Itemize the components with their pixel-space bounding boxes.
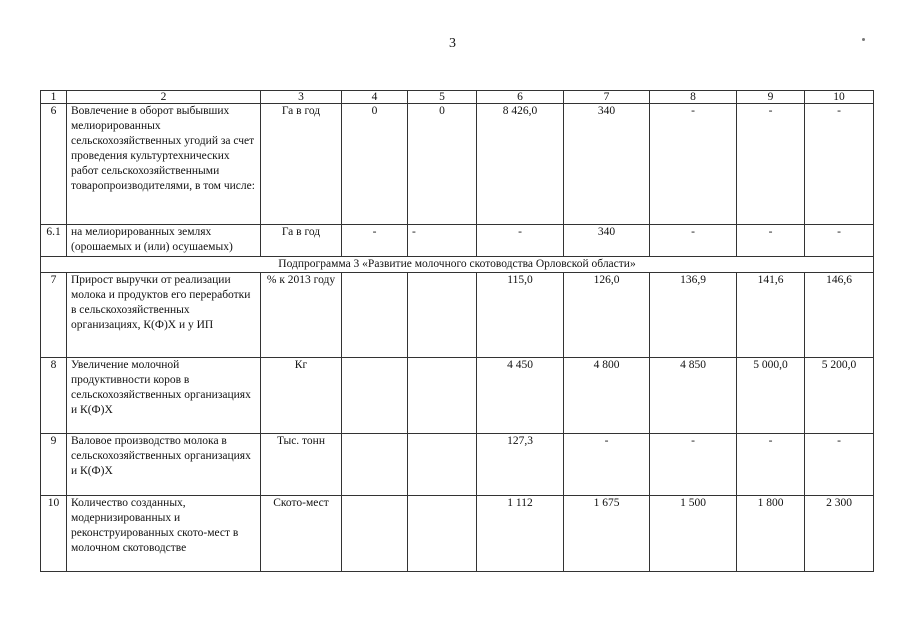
value-cell: -	[408, 225, 477, 257]
unit: Га в год	[261, 225, 342, 257]
value-cell: -	[650, 225, 737, 257]
value-cell	[342, 496, 408, 572]
value-cell: 1 800	[737, 496, 805, 572]
unit: % к 2013 году	[261, 273, 342, 358]
value-cell: 0	[408, 104, 477, 225]
col-header: 5	[408, 91, 477, 104]
row-number: 7	[41, 273, 67, 358]
value-cell	[342, 273, 408, 358]
value-cell: -	[342, 225, 408, 257]
indicator-name: Валовое производство молока в сельскохозяйственных организациях и К(Ф)Х	[67, 434, 261, 496]
value-cell: -	[737, 225, 805, 257]
indicator-name: на мелиорированных землях (орошаемых и (или) осушаемых)	[67, 225, 261, 257]
value-cell: 2 300	[805, 496, 874, 572]
value-cell	[408, 358, 477, 434]
col-header: 8	[650, 91, 737, 104]
value-cell: 5 000,0	[737, 358, 805, 434]
value-cell: -	[737, 434, 805, 496]
indicator-name: Количество созданных, модернизированных и реконструированных ското-мест в молочном скотоводстве	[67, 496, 261, 572]
value-cell: -	[737, 104, 805, 225]
col-header: 3	[261, 91, 342, 104]
value-cell: 0	[342, 104, 408, 225]
row-number: 9	[41, 434, 67, 496]
value-cell: -	[650, 434, 737, 496]
row-number: 6	[41, 104, 67, 225]
unit: Га в год	[261, 104, 342, 225]
value-cell	[408, 273, 477, 358]
value-cell: 1 112	[477, 496, 564, 572]
value-cell: -	[650, 104, 737, 225]
value-cell: 4 800	[564, 358, 650, 434]
page-number: 3	[449, 36, 456, 51]
value-cell: -	[805, 434, 874, 496]
subprogram-row	[41, 257, 874, 273]
indicators-table	[40, 90, 874, 572]
value-cell: 1 500	[650, 496, 737, 572]
col-header: 7	[564, 91, 650, 104]
indicator-name: Вовлечение в оборот выбывших мелиорированных сельскохозяйственных угодий за счет проведения культуртехнических работ сельскохозяйственными товаропроизводителями, в том числе:	[67, 104, 261, 225]
col-header: 2	[67, 91, 261, 104]
col-header: 1	[41, 91, 67, 104]
value-cell: 340	[564, 225, 650, 257]
row-number: 10	[41, 496, 67, 572]
col-header: 6	[477, 91, 564, 104]
value-cell: -	[564, 434, 650, 496]
value-cell: 115,0	[477, 273, 564, 358]
row-number: 6.1	[41, 225, 67, 257]
value-cell: 136,9	[650, 273, 737, 358]
indicator-name: Увеличение молочной продуктивности коров в сельскохозяйственных организациях и К(Ф)Х	[67, 358, 261, 434]
value-cell: 8 426,0	[477, 104, 564, 225]
row-number: 8	[41, 358, 67, 434]
unit: Тыс. тонн	[261, 434, 342, 496]
scan-speck	[862, 38, 865, 41]
value-cell	[408, 434, 477, 496]
value-cell: 141,6	[737, 273, 805, 358]
table-row	[41, 273, 874, 358]
table-row	[41, 434, 874, 496]
unit: Кг	[261, 358, 342, 434]
value-cell: 146,6	[805, 273, 874, 358]
value-cell: 340	[564, 104, 650, 225]
value-cell: 5 200,0	[805, 358, 874, 434]
value-cell: -	[805, 225, 874, 257]
table-row	[41, 104, 874, 225]
value-cell: 126,0	[564, 273, 650, 358]
value-cell: 4 850	[650, 358, 737, 434]
column-number-row	[41, 91, 874, 104]
value-cell: 1 675	[564, 496, 650, 572]
value-cell: -	[477, 225, 564, 257]
subprogram-title: Подпрограмма 3 «Развитие молочного скотоводства Орловской области»	[41, 257, 874, 273]
table-row	[41, 496, 874, 572]
indicator-name: Прирост выручки от реализации молока и продуктов его переработки в сельскохозяйственных организациях, К(Ф)Х и у ИП	[67, 273, 261, 358]
value-cell: 4 450	[477, 358, 564, 434]
value-cell: 127,3	[477, 434, 564, 496]
table-row	[41, 225, 874, 257]
table-row	[41, 358, 874, 434]
col-header: 10	[805, 91, 874, 104]
value-cell	[408, 496, 477, 572]
value-cell	[342, 434, 408, 496]
col-header: 4	[342, 91, 408, 104]
unit: Ското-мест	[261, 496, 342, 572]
value-cell	[342, 358, 408, 434]
value-cell: -	[805, 104, 874, 225]
col-header: 9	[737, 91, 805, 104]
